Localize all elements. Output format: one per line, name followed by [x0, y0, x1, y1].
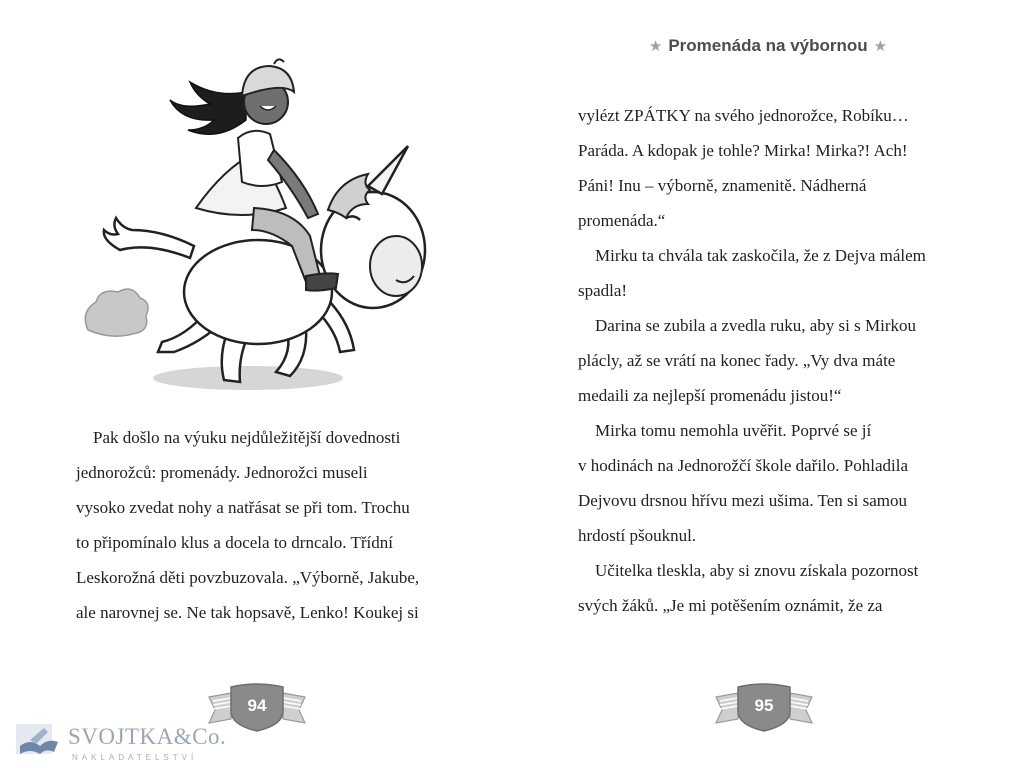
publisher-name: SVOJTKA&Co. — [68, 724, 227, 749]
text-line: Leskorožná děti povzbuzovala. „Výborně, Jakube, — [76, 568, 420, 587]
text-line: svých žáků. „Je mi potěšením oznámit, že za — [578, 596, 883, 615]
text-line: Mirku ta chvála tak zaskočila, že z Dejva málem — [595, 246, 926, 265]
paragraph — [578, 553, 958, 623]
text-line: ale narovnej se. Ne tak hopsavě, Lenko! Koukej si — [76, 603, 419, 622]
text-line: plácly, až se vrátí na konec řady. „Vy dva máte — [578, 351, 896, 370]
page-number: 95 — [754, 696, 774, 715]
paragraph — [578, 238, 958, 308]
text-line: Paráda. A kdopak je tohle? Mirka! Mirka?! Ach! — [578, 141, 908, 160]
text-line: medaili za nejlepší promenádu jistou!“ — [578, 386, 842, 405]
text-line: promenáda.“ — [578, 211, 666, 230]
book-logo-icon — [16, 724, 60, 758]
paragraph — [578, 413, 958, 553]
right-page-text — [578, 98, 958, 623]
chapter-title: Promenáda na výbornou — [668, 36, 868, 55]
text-line: Mirka tomu nemohla uvěřit. Poprvé se jí — [595, 421, 872, 440]
text-line: Učitelka tleskla, aby si znovu získala pozornost — [595, 561, 919, 580]
paragraph — [578, 308, 958, 413]
text-line: Dejvovu drsnou hřívu mezi ušima. Ten si samou — [578, 491, 908, 510]
star-icon: ★ — [648, 38, 663, 55]
left-page-text — [76, 420, 456, 630]
page-number: 94 — [247, 696, 267, 715]
text-line: jednorožců: promenády. Jednorožci museli — [76, 463, 368, 482]
text-line: vylézt ZPÁTKY na svého jednorožce, Robíku… — [578, 106, 909, 125]
paragraph — [578, 98, 958, 238]
text-line: v hodinách na Jednorožčí škole dařilo. Pohladila — [578, 456, 908, 475]
text-line: Pak došlo na výuku nejdůležitější dovednosti — [93, 428, 401, 447]
text-line: Páni! Inu – výborně, znamenitě. Nádherná — [578, 176, 867, 195]
right-page — [512, 0, 1024, 768]
publisher-subtitle: NAKLADATELSTVÍ — [72, 753, 198, 762]
star-icon: ★ — [873, 38, 888, 55]
text-line: vysoko zvedat nohy a natřásat se při tom. Trochu — [76, 498, 410, 517]
girl-riding-unicorn-illustration — [78, 40, 448, 400]
publisher-logo — [16, 722, 227, 766]
text-line: spadla! — [578, 281, 628, 300]
text-line: to připomínalo klus a docela to drncalo. Třídní — [76, 533, 393, 552]
page-number-badge-right — [714, 683, 814, 733]
text-line: Darina se zubila a zvedla ruku, aby si s Mirkou — [595, 316, 917, 335]
running-head — [512, 36, 1024, 56]
text-line: hrdostí pšouknul. — [578, 526, 697, 545]
paragraph — [76, 420, 456, 630]
